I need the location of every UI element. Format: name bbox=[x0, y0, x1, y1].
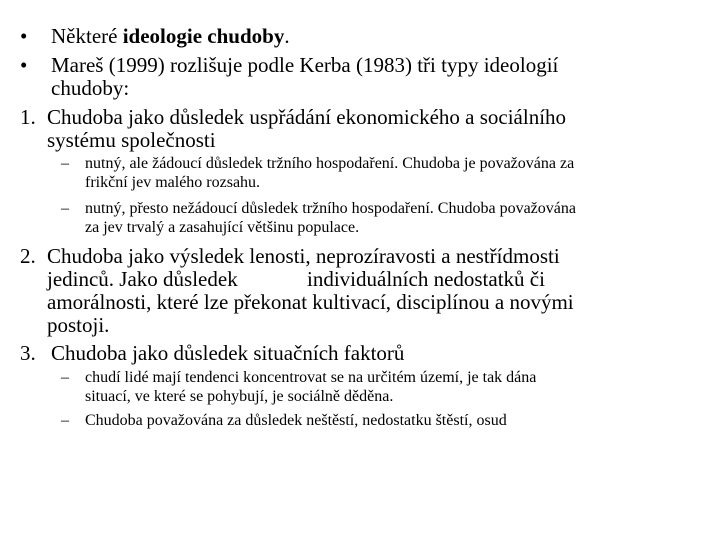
section-2-line-2b: individuálních nedostatků či bbox=[307, 267, 545, 291]
section-2-line-3: amorálnosti, které lze překonat kultivací, disciplínou a novými bbox=[47, 290, 574, 314]
section-2-line-4: postoji. bbox=[47, 313, 110, 337]
section-2-line-2a: jedinců. Jako důsledek bbox=[47, 267, 238, 291]
bullet-marker: • bbox=[20, 53, 28, 77]
dash-marker: – bbox=[61, 200, 69, 217]
section-3-sub-1-line-1: chudí lidé mají tendenci koncentrovat se na určitém území, je tak dána bbox=[85, 369, 537, 386]
item-1-bold: ideologie chudoby bbox=[122, 24, 285, 48]
section-1-number: 1. bbox=[20, 105, 36, 129]
section-1-sub-2-line-2: za jev trvalý a zasahující většinu populace. bbox=[85, 219, 360, 236]
section-3-line-1: Chudoba jako důsledek situačních faktorů bbox=[51, 341, 405, 365]
section-1-line-2: systému společnosti bbox=[47, 128, 216, 152]
item-1-suffix: . bbox=[284, 24, 290, 48]
item-2-line-1: Mareš (1999) rozlišuje podle Kerba (1983) tři typy ideologií bbox=[51, 53, 559, 77]
dash-marker: – bbox=[61, 155, 69, 172]
section-1-sub-1-line-1: nutný, ale žádoucí důsledek tržního hospodaření. Chudoba je považována za bbox=[85, 155, 575, 172]
section-2-number: 2. bbox=[20, 244, 36, 268]
dash-marker: – bbox=[61, 369, 69, 386]
section-3-sub-2-line-1: Chudoba považována za důsledek neštěstí, nedostatku štěstí, osud bbox=[85, 412, 507, 429]
item-2-line-2: chudoby: bbox=[51, 76, 130, 100]
section-1-sub-2-line-1: nutný, přesto nežádoucí důsledek tržního hospodaření. Chudoba považována bbox=[85, 200, 576, 217]
section-3-sub-1-line-2: situací, ve které se pohybují, je sociálně děděna. bbox=[85, 388, 394, 405]
section-1-line-1: Chudoba jako důsledek uspřádání ekonomického a sociálního bbox=[47, 105, 567, 129]
bullet-marker: • bbox=[20, 24, 28, 48]
dash-marker: – bbox=[61, 412, 69, 429]
section-1-sub-1-line-2: frikční jev malého rozsahu. bbox=[85, 174, 261, 191]
section-3-number: 3. bbox=[20, 341, 36, 365]
section-2-line-1: Chudoba jako výsledek lenosti, neprozíravosti a nestřídmosti bbox=[47, 244, 560, 268]
item-1-prefix: Některé bbox=[51, 24, 123, 48]
item-1-text bbox=[51, 24, 290, 48]
